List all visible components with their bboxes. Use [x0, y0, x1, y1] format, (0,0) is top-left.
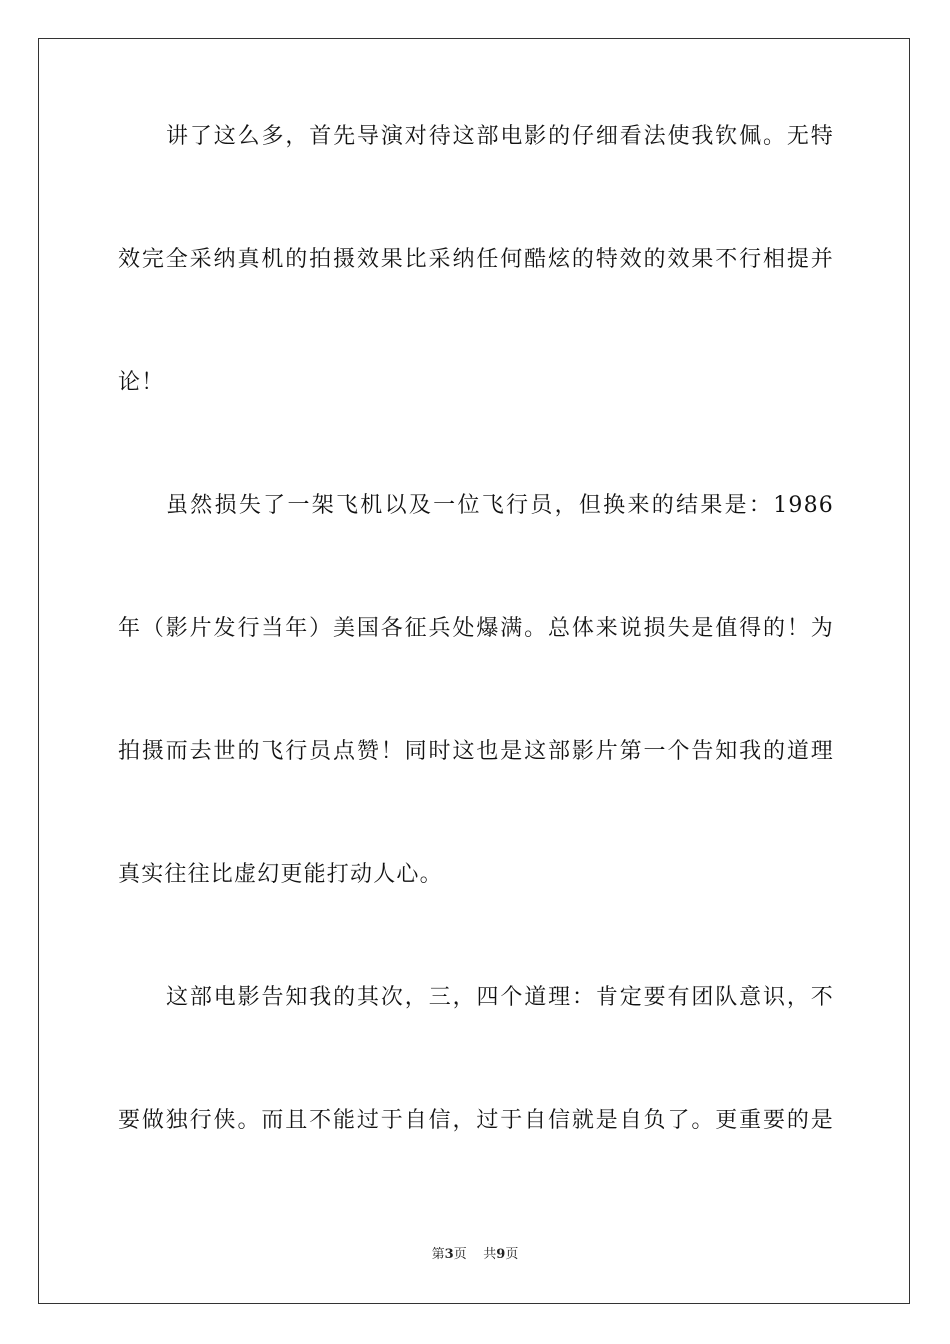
paragraph-2-line-4: 真实往往比虚幻更能打动人心。: [118, 862, 443, 887]
footer-total-prefix: 共: [483, 1247, 497, 1262]
page-footer: [0, 1246, 950, 1264]
footer-page-total: 9: [496, 1247, 506, 1262]
paragraph-1-line-2: 效完全采纳真机的拍摄效果比采纳任何酷炫的特效的效果不行相提并: [118, 247, 834, 272]
paragraph-3-line-1: 这部电影告知我的其次，三，四个道理：肯定要有团队意识，不: [166, 985, 834, 1010]
paragraph-1-line-3: 论！: [118, 370, 165, 395]
paragraph-2-line-2: 年（影片发行当年）美国各征兵处爆满。总体来说损失是值得的！为: [118, 616, 834, 641]
paragraph-2-line-1: 虽然损失了一架飞机以及一位飞行员，但换来的结果是：1986: [166, 493, 834, 518]
paragraph-3-line-2: 要做独行侠。而且不能过于自信，过于自信就是自负了。更重要的是: [118, 1108, 834, 1133]
footer-total-suffix: 页: [505, 1247, 519, 1262]
paragraph-2-line-3: 拍摄而去世的飞行员点赞！同时这也是这部影片第一个告知我的道理: [118, 739, 834, 764]
footer-page-suffix: 页: [453, 1247, 467, 1262]
footer-page-prefix: 第: [431, 1247, 445, 1262]
footer-page-current: 3: [444, 1247, 454, 1262]
paragraph-1-line-1: 讲了这么多，首先导演对待这部电影的仔细看法使我钦佩。无特: [166, 124, 834, 149]
